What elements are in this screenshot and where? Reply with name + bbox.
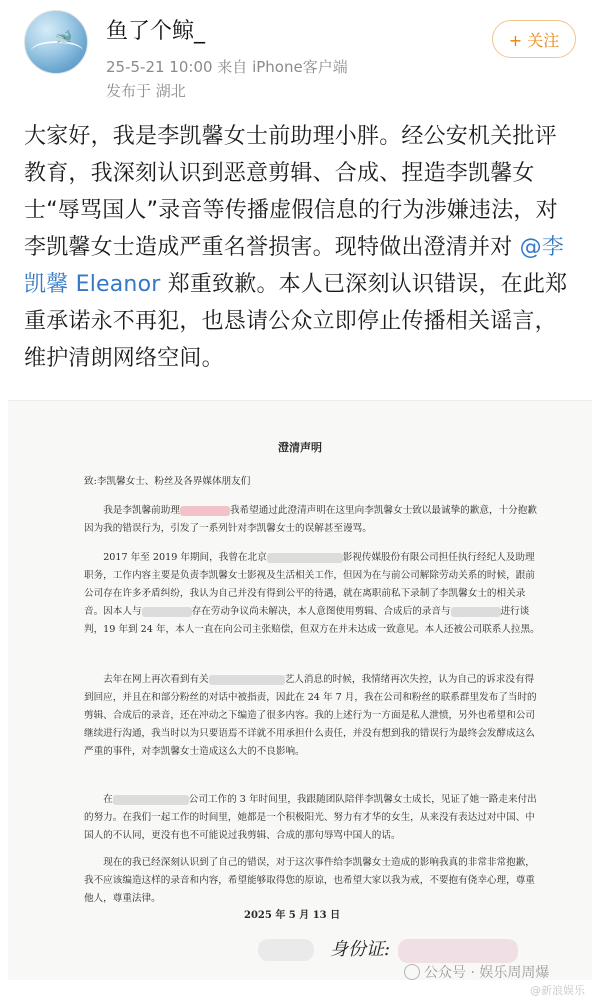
redacted-company [142, 607, 192, 617]
wechat-official-account-icon [404, 964, 420, 980]
post-text-part2: 郑重致歉。本人已深刻认识错误，在此郑重承诺永不再犯，也恳请公众立即停止传播相关谣言，维护清朗网络空间。 [24, 272, 568, 371]
doc-paragraph-5: 现在的我已经深刻认识到了自己的错误，对于这次事件给李凯馨女士造成的影响我真的非常非常抱歉，我不应该编造这样的录音和内容，希望能够取得您的原谅，也希望大家以我为戒，不要抱有侥幸心理，尊重他人，尊重法律。 [84, 857, 535, 904]
post-header [0, 0, 600, 112]
redacted-company [451, 607, 501, 617]
watermark [404, 962, 549, 982]
post-meta: 25-5-21 10:00 来自 iPhone客户端 [106, 58, 348, 76]
id-label: 身份证: [330, 939, 391, 960]
redacted-company [113, 795, 189, 805]
post-text-part1: 大家好，我是李凯馨女士前助理小胖。经公安机关批评教育，我深刻认识到恶意剪辑、合成、捏造李凯馨女士“辱骂国人”录音等传播虚假信息的行为涉嫌违法，对李凯馨女士造成严重名誉损害。现特做出澄清并对 [24, 124, 558, 260]
doc-paragraph-4: 在 公司工作的 3 年时间里，我跟随团队陪伴李凯馨女士成长，见证了她一路走来付出的努力。在我们一起工作的时间里，她都是一个积极阳光、努力有才华的女生，从来没有表达过对中国、中国人的不认同，更没有也不可能说过我剪辑、合成的那句辱骂中国人的话。 [84, 794, 537, 841]
weibo-watermark: @新浪娱乐 [530, 984, 585, 997]
avatar-whale-icon: 🐋 [55, 29, 73, 45]
post-location: 发布于 湖北 [106, 82, 186, 100]
watermark-text: 公众号 · 娱乐周周爆 [424, 965, 550, 981]
username[interactable]: 鱼了个鲸_ [106, 19, 206, 44]
redacted-signature [258, 939, 314, 961]
follow-button[interactable]: + 关注 [492, 20, 576, 58]
redacted-name [180, 506, 230, 516]
redacted-id-number [398, 939, 518, 963]
doc-salutation: 致:李凯馨女士、粉丝及各界媒体朋友们 [84, 476, 251, 487]
statement-document-image[interactable] [8, 400, 592, 980]
avatar[interactable] [24, 10, 88, 74]
redacted-company [209, 675, 285, 685]
doc-paragraph-1: 我是李凯馨前助理 我希望通过此澄清声明在这里向李凯馨女士致以最诚挚的歉意，十分抱歉因为我的错误行为，引发了一系列针对李凯馨女士的误解甚至谩骂。 [84, 505, 537, 534]
doc-title: 澄清声明 [278, 441, 322, 454]
post-body [24, 118, 576, 377]
doc-paragraph-3: 去年在网上再次看到有关 艺人消息的时候，我情绪再次失控，认为自己的诉求没有得到回应，并且在和部分粉丝的对话中被指责，因此在 24 年 7 月，我在公司和粉丝的联系群里发布了当时的剪辑、合成后的录音，还在冲动之下编造了很多内容。我的上述行为一方面是私人泄愤，另外也希望和公司继续进行沟通，我当时以为只要语焉不详就不用承担什么责任，并没有想到我的错误行为最终会发酵成这么严重的事件，对李凯馨女士造成这么大的不良影响。 [84, 674, 537, 757]
doc-date: 2025 年 5 月 13 日 [244, 910, 341, 921]
mention-link[interactable]: @李凯馨 Eleanor [24, 235, 565, 297]
redacted-company [267, 553, 343, 563]
doc-paragraph-2: 2017 年至 2019 年期间，我曾在北京 影视传媒股份有限公司担任执行经纪人及助理职务，工作内容主要是负责李凯馨女士影视及生活相关工作，但因为在与前公司解除劳动关系的时候，跟前公司存在许多矛盾纠纷，我认为自己并没有得到公平的待遇，就在离职前私下录制了李凯馨女士的相关录音。因本人与 存在劳动争议尚未解决，本人意图使用剪辑、合成后的录音与 进行谈判，19 年到 24 年，本人一直在向公司主张赔偿，但双方在并未达成一致意见。本人还被公司联系人拉黑。 [84, 552, 540, 635]
